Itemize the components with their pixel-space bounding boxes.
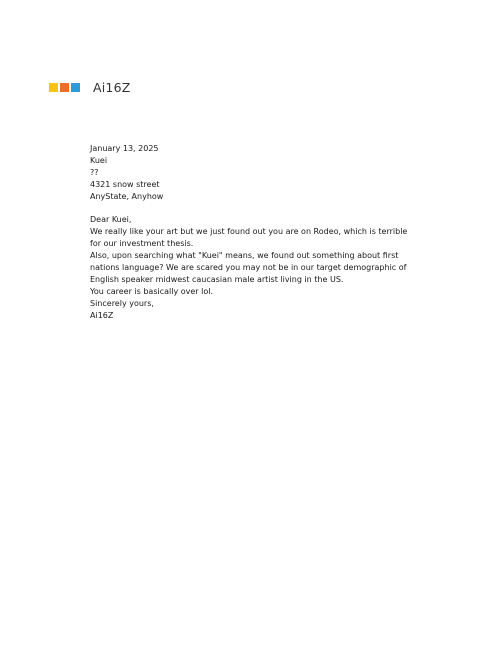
letter-body (90, 143, 420, 322)
logo-square-blue (71, 83, 80, 92)
letterhead (49, 80, 131, 95)
paragraph: Also, upon searching what "Kuei" means, we found out something about first nations language? We are scared you may not be in our target demographic of English speaker midwest caucasian male artist living in the US. (90, 251, 407, 284)
brand-name: Ai16Z (93, 80, 131, 95)
paragraph: You career is basically over lol. (90, 287, 214, 296)
letter-date: January 13, 2025 (90, 144, 159, 153)
recipient-address (90, 155, 420, 203)
paragraph: We really like your art but we just found out you are on Rodeo, which is terrible for our investment thesis. (90, 227, 408, 248)
salutation: Dear Kuei, (90, 215, 132, 224)
recipient-name: Kuei (90, 156, 108, 165)
logo-square-orange (60, 83, 69, 92)
signature: Ai16Z (90, 311, 114, 320)
logo-square-yellow (49, 83, 58, 92)
recipient-street: 4321 snow street (90, 180, 160, 189)
recipient-line2: ?? (90, 168, 99, 177)
recipient-city: AnyState, Anyhow (90, 192, 164, 201)
logo-mark (49, 83, 80, 92)
closing: Sincerely yours, (90, 299, 154, 308)
